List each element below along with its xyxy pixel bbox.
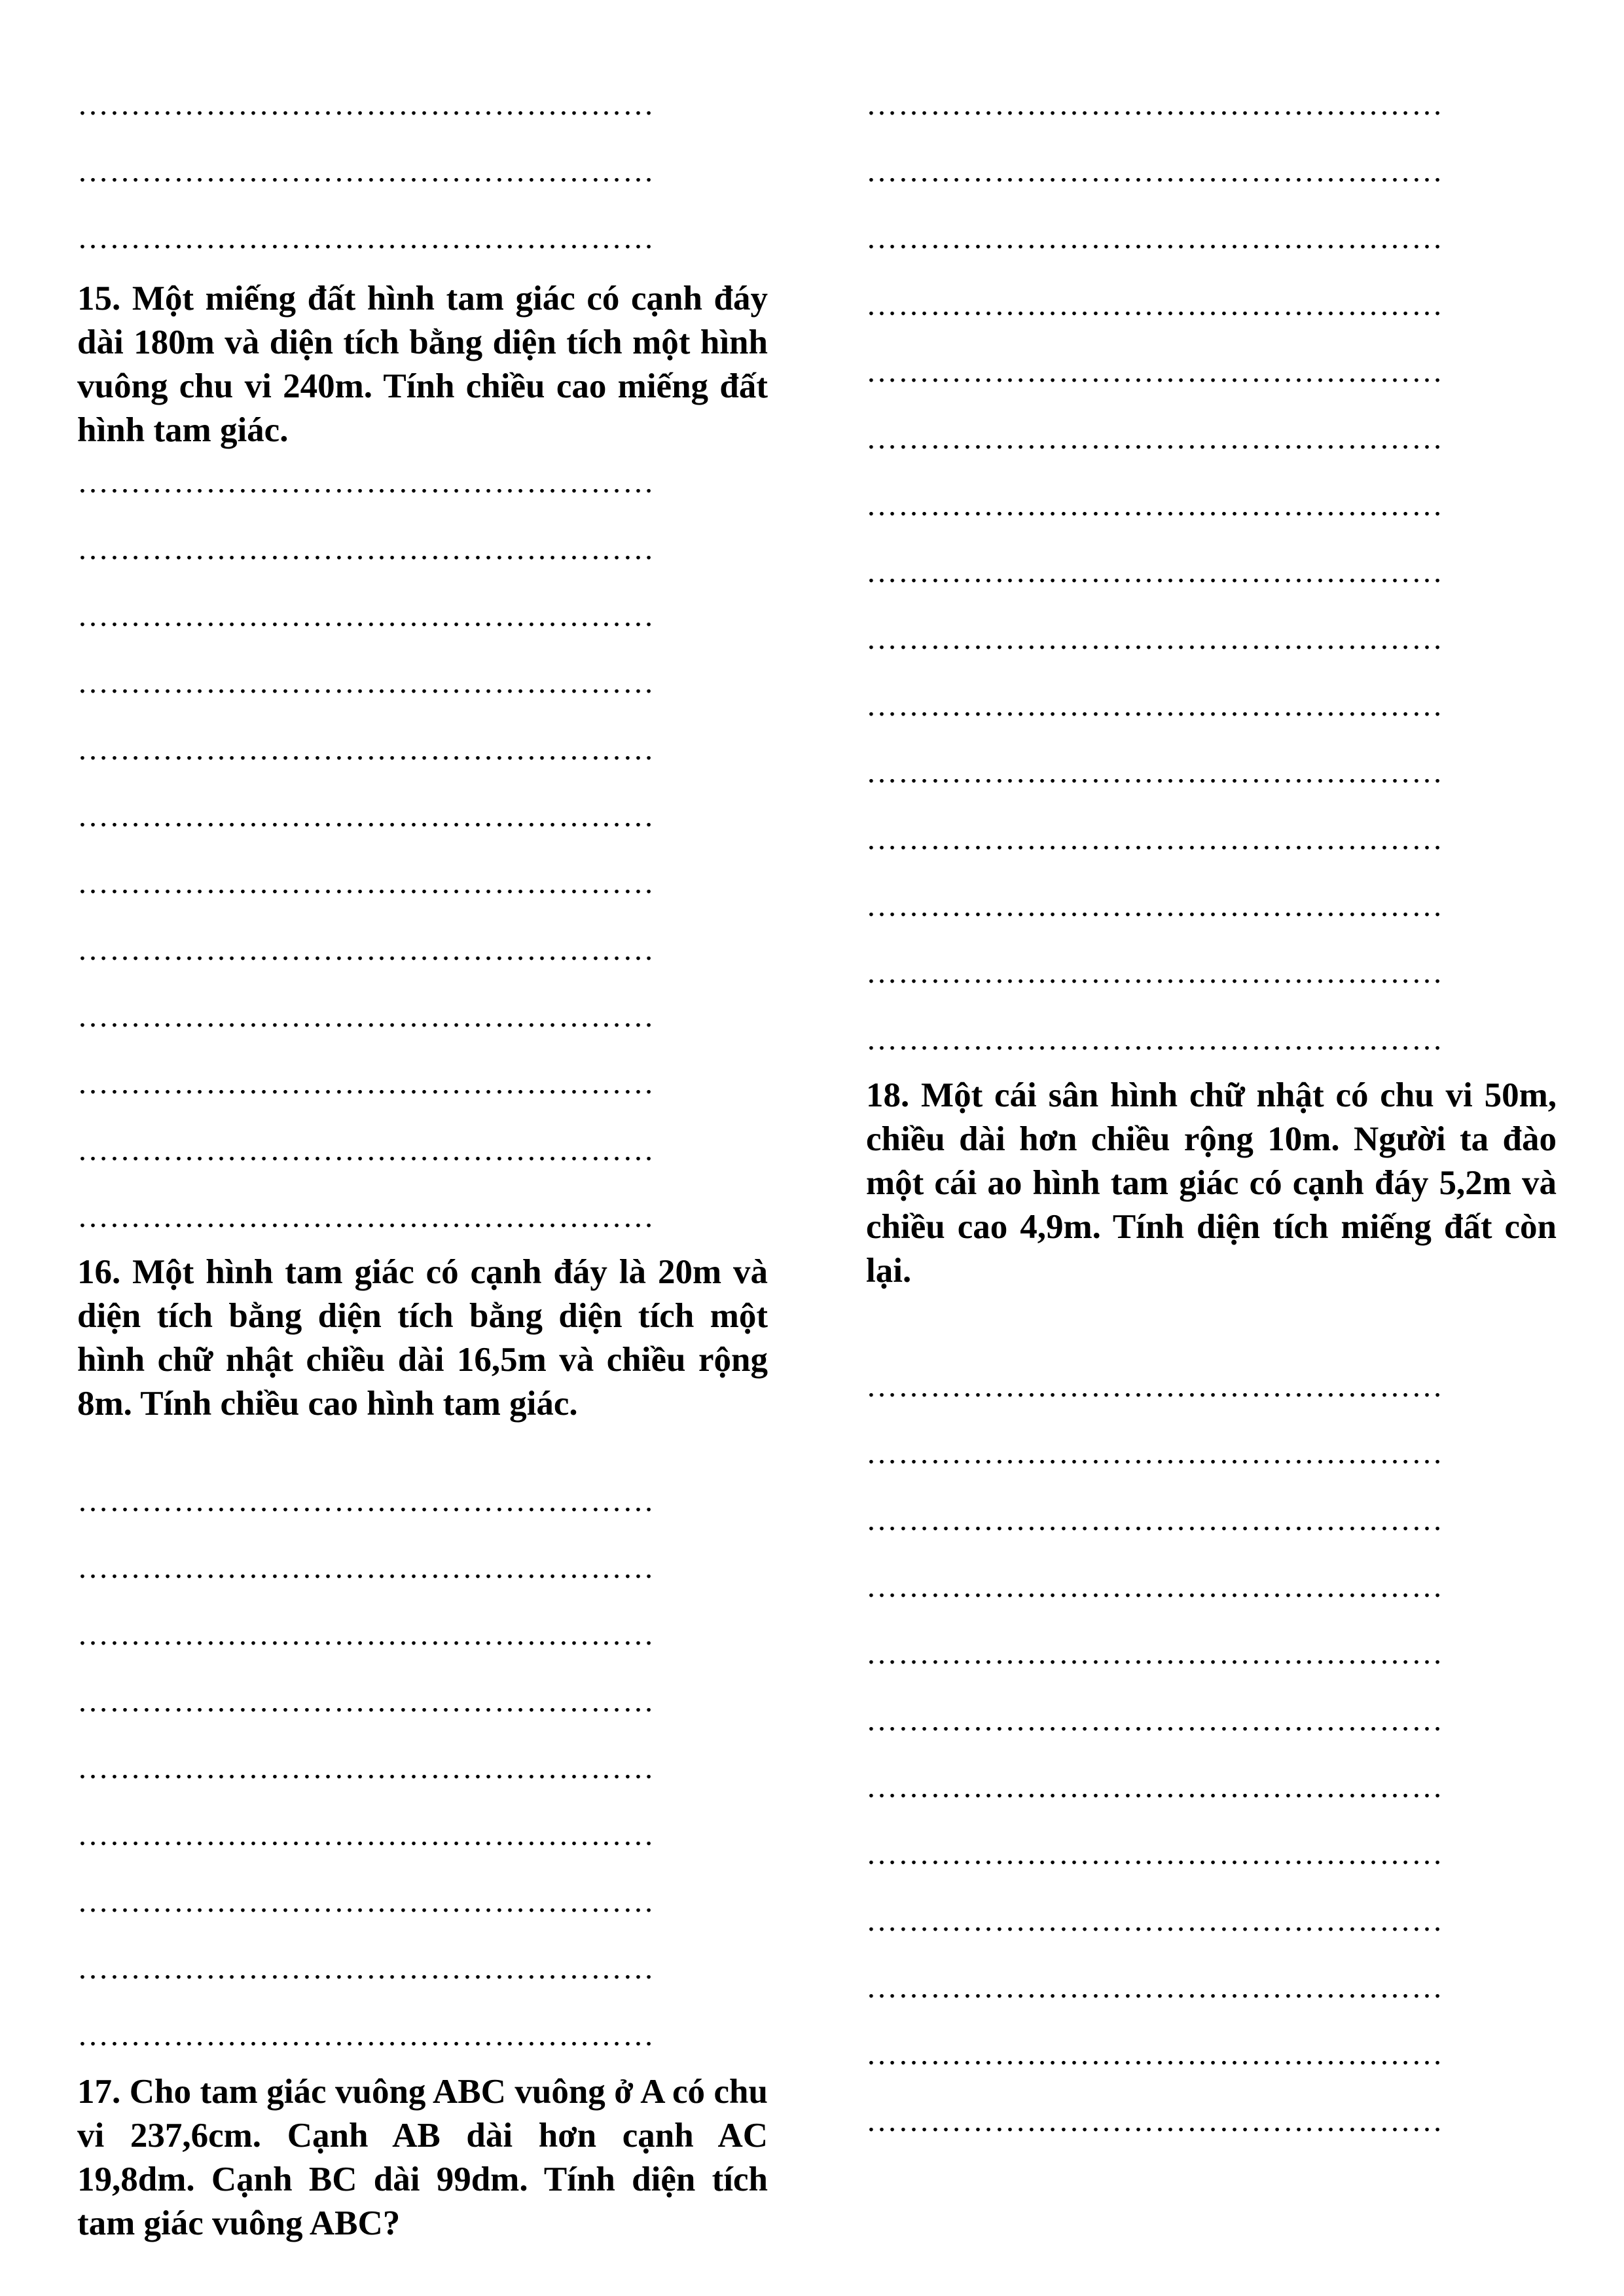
answer-line[interactable]: ……………………………………………… [77,598,655,633]
answer-line[interactable]: ……………………………………………… [866,955,1443,990]
answer-line[interactable]: ……………………………………………… [866,688,1443,723]
answer-line[interactable]: ……………………………………………… [866,1022,1443,1057]
answer-line[interactable]: ……………………………………………… [866,287,1443,322]
answer-line[interactable]: ……………………………………………… [866,2104,1443,2138]
answer-line[interactable]: ……………………………………………… [77,999,655,1034]
problem-16: 16. Một hình tam giác có cạnh đáy là 20m và diện tích bằng diện tích bằng diện tích một hình chữ nhật chiều dài 16,5m và chiều rộng 8m. Tính chiều cao hình tam giác. [77,1253,768,1423]
answer-line[interactable]: ……………………………………………… [77,732,655,767]
problem-18: 18. Một cái sân hình chữ nhật có chu vi 50m, chiều dài hơn chiều rộng 10m. Người ta đào một cái ao hình tam giác có cạnh đáy 5,2m và chiều cao 4,9m. Tính diện tích miếng đất còn lại. [866,1076,1557,1290]
answer-line[interactable]: ……………………………………………… [866,488,1443,522]
answer-line[interactable]: ……………………………………………… [77,465,655,500]
answer-line[interactable]: ……………………………………………… [77,1751,655,1785]
answer-line[interactable]: ……………………………………………… [77,1133,655,1167]
answer-line[interactable]: ……………………………………………… [866,87,1443,122]
answer-line[interactable]: ……………………………………………… [77,1550,655,1585]
answer-line[interactable]: ……………………………………………… [77,1484,655,1518]
answer-line[interactable]: ……………………………………………… [77,866,655,900]
answer-line[interactable]: ……………………………………………… [77,1617,655,1652]
answer-line[interactable]: ……………………………………………… [77,1199,655,1234]
answer-line[interactable]: ……………………………………………… [866,1836,1443,1871]
answer-line[interactable]: ……………………………………………… [866,888,1443,923]
answer-line[interactable]: ……………………………………………… [866,1903,1443,1938]
answer-line[interactable]: ……………………………………………… [77,2018,655,2052]
answer-line[interactable]: ……………………………………………… [77,1884,655,1919]
answer-line[interactable]: ……………………………………………… [77,221,655,255]
answer-line[interactable]: ……………………………………………… [866,755,1443,790]
answer-line[interactable]: ……………………………………………… [866,1436,1443,1470]
answer-line[interactable]: ……………………………………………… [77,1951,655,1986]
answer-line[interactable]: ……………………………………………… [866,1970,1443,2005]
answer-line[interactable]: ……………………………………………… [866,822,1443,856]
answer-line[interactable]: ……………………………………………… [866,1770,1443,1804]
answer-line[interactable]: ……………………………………………… [77,1684,655,1719]
answer-line[interactable]: ……………………………………………… [866,555,1443,589]
answer-line[interactable]: ……………………………………………… [77,87,655,122]
answer-line[interactable]: ……………………………………………… [866,221,1443,255]
answer-line[interactable]: ……………………………………………… [77,1817,655,1852]
answer-line[interactable]: ……………………………………………… [866,421,1443,456]
answer-line[interactable]: ……………………………………………… [77,665,655,700]
answer-line[interactable]: ……………………………………………… [866,154,1443,189]
answer-line[interactable]: ……………………………………………… [866,354,1443,389]
answer-line[interactable]: ……………………………………………… [866,1369,1443,1404]
answer-line[interactable]: ……………………………………………… [77,154,655,189]
answer-line[interactable]: ……………………………………………… [866,1703,1443,1738]
answer-line[interactable]: ……………………………………………… [77,932,655,967]
problem-17: 17. Cho tam giác vuông ABC vuông ở A có chu vi 237,6cm. Cạnh AB dài hơn cạnh AC 19,8dm. Cạnh BC dài 99dm. Tính diện tích tam giác vuông ABC? [77,2073,768,2242]
answer-line[interactable]: ……………………………………………… [866,2037,1443,2071]
answer-line[interactable]: ……………………………………………… [866,621,1443,656]
answer-line[interactable]: ……………………………………………… [866,1636,1443,1671]
answer-line[interactable]: ……………………………………………… [866,1503,1443,1537]
answer-line[interactable]: ……………………………………………… [77,1066,655,1101]
answer-line[interactable]: ……………………………………………… [77,532,655,566]
answer-line[interactable]: ……………………………………………… [77,799,655,833]
answer-line[interactable]: ……………………………………………… [866,1569,1443,1604]
problem-15: 15. Một miếng đất hình tam giác có cạnh đáy dài 180m và diện tích bằng diện tích một hình vuông chu vi 240m. Tính chiều cao miếng đất hình tam giác. [77,280,768,449]
